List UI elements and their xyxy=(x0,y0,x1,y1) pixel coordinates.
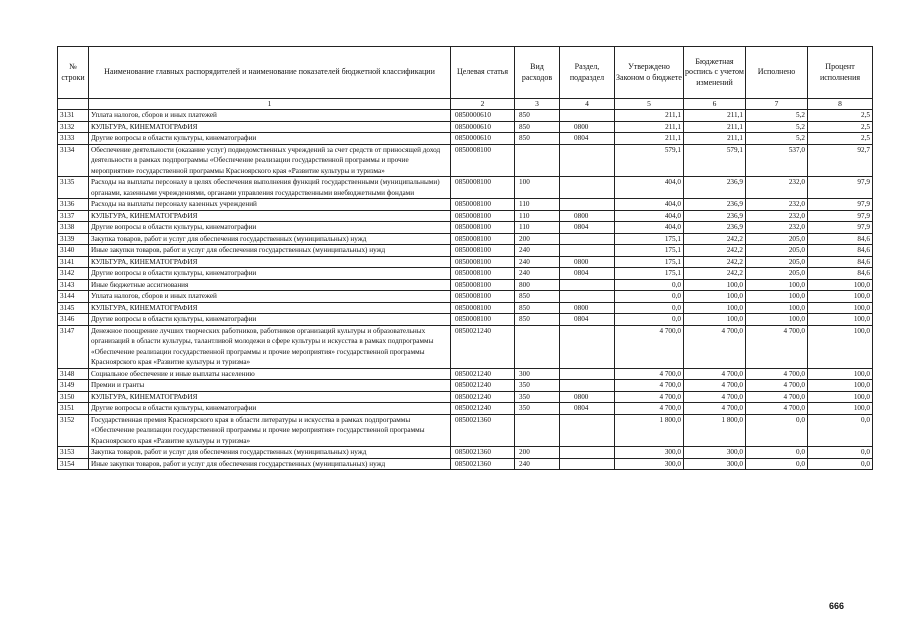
cell-executed: 100,0 xyxy=(746,302,808,314)
cell-approved: 4 700,0 xyxy=(615,325,684,368)
header-executed: Исполнено xyxy=(746,47,808,99)
table-body xyxy=(58,110,873,470)
cell-num: 3133 xyxy=(58,133,89,145)
cell-num: 3148 xyxy=(58,368,89,380)
cell-percent: 97,9 xyxy=(808,222,873,234)
cell-name: КУЛЬТУРА, КИНЕМАТОГРАФИЯ xyxy=(89,121,451,133)
cell-executed: 232,0 xyxy=(746,210,808,222)
header-list: Бюджетная роспись с учетом изменений xyxy=(684,47,746,99)
cell-list: 236,9 xyxy=(684,210,746,222)
cell-approved: 0,0 xyxy=(615,291,684,303)
cell-approved: 175,1 xyxy=(615,245,684,257)
cell-num: 3144 xyxy=(58,291,89,303)
colnum-3: 3 xyxy=(515,99,560,110)
cell-approved: 1 800,0 xyxy=(615,414,684,447)
cell-list: 1 800,0 xyxy=(684,414,746,447)
cell-num: 3141 xyxy=(58,256,89,268)
cell-section xyxy=(560,177,615,199)
cell-percent: 84,6 xyxy=(808,256,873,268)
cell-percent: 2,5 xyxy=(808,133,873,145)
colnum-empty xyxy=(58,99,89,110)
cell-num: 3134 xyxy=(58,144,89,177)
cell-percent: 0,0 xyxy=(808,414,873,447)
cell-list: 4 700,0 xyxy=(684,368,746,380)
cell-percent: 100,0 xyxy=(808,291,873,303)
cell-num: 3153 xyxy=(58,447,89,459)
header-approved: Утверждено Законом о бюджете xyxy=(615,47,684,99)
cell-num: 3142 xyxy=(58,268,89,280)
cell-num: 3143 xyxy=(58,279,89,291)
cell-approved: 300,0 xyxy=(615,447,684,459)
cell-name: Закупка товаров, работ и услуг для обеспечения государственных (муниципальных) нужд xyxy=(89,233,451,245)
cell-vid: 240 xyxy=(515,256,560,268)
colnum-4: 4 xyxy=(560,99,615,110)
cell-num: 3136 xyxy=(58,199,89,211)
cell-list: 236,9 xyxy=(684,222,746,234)
cell-vid: 110 xyxy=(515,210,560,222)
cell-approved: 404,0 xyxy=(615,210,684,222)
cell-approved: 404,0 xyxy=(615,177,684,199)
cell-percent: 97,9 xyxy=(808,210,873,222)
cell-article: 0850021240 xyxy=(451,380,515,392)
cell-section xyxy=(560,447,615,459)
cell-percent: 2,5 xyxy=(808,110,873,122)
cell-approved: 579,1 xyxy=(615,144,684,177)
table-row xyxy=(58,368,873,380)
cell-section xyxy=(560,368,615,380)
cell-section: 0804 xyxy=(560,133,615,145)
cell-section xyxy=(560,458,615,470)
cell-name: Премии и гранты xyxy=(89,380,451,392)
cell-num: 3150 xyxy=(58,391,89,403)
cell-percent: 100,0 xyxy=(808,391,873,403)
cell-approved: 0,0 xyxy=(615,279,684,291)
cell-num: 3138 xyxy=(58,222,89,234)
colnum-8: 8 xyxy=(808,99,873,110)
cell-percent: 97,9 xyxy=(808,177,873,199)
cell-section xyxy=(560,291,615,303)
cell-name: Уплата налогов, сборов и иных платежей xyxy=(89,291,451,303)
cell-section xyxy=(560,325,615,368)
cell-section: 0800 xyxy=(560,121,615,133)
cell-article: 0850021360 xyxy=(451,414,515,447)
cell-article: 0850021240 xyxy=(451,403,515,415)
cell-article: 0850008100 xyxy=(451,268,515,280)
cell-list: 4 700,0 xyxy=(684,325,746,368)
cell-executed: 100,0 xyxy=(746,314,808,326)
cell-name: Государственная премия Красноярского края в области литературы и искусства в рамках подпрограммы «Обеспечение реализации государственной программы и прочие мероприятия» государственной программы Красноярского края «Развитие культуры и туризма» xyxy=(89,414,451,447)
cell-executed: 205,0 xyxy=(746,256,808,268)
table-row xyxy=(58,391,873,403)
budget-table xyxy=(57,46,873,470)
cell-percent: 100,0 xyxy=(808,380,873,392)
cell-vid: 200 xyxy=(515,233,560,245)
table-row xyxy=(58,403,873,415)
cell-num: 3147 xyxy=(58,325,89,368)
cell-percent: 92,7 xyxy=(808,144,873,177)
table-row xyxy=(58,380,873,392)
cell-percent: 100,0 xyxy=(808,325,873,368)
cell-section: 0804 xyxy=(560,222,615,234)
cell-percent: 2,5 xyxy=(808,121,873,133)
cell-approved: 4 700,0 xyxy=(615,403,684,415)
header-article: Целевая статья xyxy=(451,47,515,99)
cell-vid xyxy=(515,144,560,177)
cell-vid: 850 xyxy=(515,121,560,133)
cell-section: 0800 xyxy=(560,256,615,268)
cell-executed: 205,0 xyxy=(746,233,808,245)
cell-vid xyxy=(515,325,560,368)
cell-executed: 4 700,0 xyxy=(746,403,808,415)
cell-name: КУЛЬТУРА, КИНЕМАТОГРАФИЯ xyxy=(89,256,451,268)
cell-percent: 84,6 xyxy=(808,268,873,280)
cell-executed: 205,0 xyxy=(746,268,808,280)
table-row xyxy=(58,144,873,177)
cell-list: 100,0 xyxy=(684,291,746,303)
header-vid: Вид расходов xyxy=(515,47,560,99)
table-row xyxy=(58,325,873,368)
cell-list: 211,1 xyxy=(684,133,746,145)
header-num: № строки xyxy=(58,47,89,99)
cell-article: 0850008100 xyxy=(451,291,515,303)
cell-num: 3146 xyxy=(58,314,89,326)
cell-executed: 4 700,0 xyxy=(746,391,808,403)
table-row xyxy=(58,256,873,268)
table-row xyxy=(58,222,873,234)
cell-executed: 205,0 xyxy=(746,245,808,257)
cell-vid: 110 xyxy=(515,222,560,234)
cell-vid xyxy=(515,414,560,447)
cell-num: 3139 xyxy=(58,233,89,245)
cell-list: 211,1 xyxy=(684,121,746,133)
cell-section: 0804 xyxy=(560,314,615,326)
cell-executed: 4 700,0 xyxy=(746,368,808,380)
cell-vid: 850 xyxy=(515,314,560,326)
cell-article: 0850008100 xyxy=(451,144,515,177)
colnum-5: 5 xyxy=(615,99,684,110)
page-number: 666 xyxy=(829,601,845,611)
cell-list: 4 700,0 xyxy=(684,380,746,392)
cell-percent: 100,0 xyxy=(808,368,873,380)
table-row xyxy=(58,199,873,211)
cell-list: 100,0 xyxy=(684,279,746,291)
table-row xyxy=(58,414,873,447)
cell-section: 0800 xyxy=(560,210,615,222)
cell-percent: 84,6 xyxy=(808,245,873,257)
cell-article: 0850021240 xyxy=(451,325,515,368)
cell-list: 4 700,0 xyxy=(684,391,746,403)
cell-vid: 850 xyxy=(515,110,560,122)
cell-approved: 211,1 xyxy=(615,133,684,145)
cell-approved: 175,1 xyxy=(615,256,684,268)
table-row xyxy=(58,291,873,303)
cell-list: 300,0 xyxy=(684,447,746,459)
cell-num: 3135 xyxy=(58,177,89,199)
cell-approved: 175,1 xyxy=(615,268,684,280)
cell-percent: 100,0 xyxy=(808,403,873,415)
cell-approved: 211,1 xyxy=(615,121,684,133)
cell-list: 242,2 xyxy=(684,268,746,280)
column-numbers-row xyxy=(58,99,873,110)
cell-list: 579,1 xyxy=(684,144,746,177)
cell-executed: 232,0 xyxy=(746,222,808,234)
cell-article: 0850008100 xyxy=(451,279,515,291)
cell-executed: 0,0 xyxy=(746,447,808,459)
header-name: Наименование главных распорядителей и наименование показателей бюджетной классификации xyxy=(89,47,451,99)
cell-section xyxy=(560,199,615,211)
cell-section xyxy=(560,110,615,122)
cell-list: 242,2 xyxy=(684,245,746,257)
cell-num: 3132 xyxy=(58,121,89,133)
cell-name: Другие вопросы в области культуры, кинематографии xyxy=(89,222,451,234)
cell-name: Социальное обеспечение и иные выплаты населению xyxy=(89,368,451,380)
cell-approved: 404,0 xyxy=(615,199,684,211)
table-row xyxy=(58,110,873,122)
cell-vid: 800 xyxy=(515,279,560,291)
cell-article: 0850008100 xyxy=(451,199,515,211)
colnum-7: 7 xyxy=(746,99,808,110)
cell-vid: 300 xyxy=(515,368,560,380)
cell-name: Иные закупки товаров, работ и услуг для обеспечения государственных (муниципальных) нужд xyxy=(89,458,451,470)
table-header-row xyxy=(58,47,873,99)
cell-section xyxy=(560,380,615,392)
colnum-1: 1 xyxy=(89,99,451,110)
cell-percent: 84,6 xyxy=(808,233,873,245)
cell-name: Обеспечение деятельности (оказание услуг) подведомственных учреждений за счет средств от приносящей доход деятельности в рамках подпрограммы «Обеспечение реализации государственной программы и прочие мероприятия» государственной программы Красноярского края «Развитие культуры и туризма» xyxy=(89,144,451,177)
cell-article: 0850021360 xyxy=(451,447,515,459)
cell-vid: 240 xyxy=(515,268,560,280)
table-row xyxy=(58,268,873,280)
cell-section: 0804 xyxy=(560,268,615,280)
cell-article: 0850021360 xyxy=(451,458,515,470)
cell-section xyxy=(560,144,615,177)
cell-name: Уплата налогов, сборов и иных платежей xyxy=(89,110,451,122)
colnum-2: 2 xyxy=(451,99,515,110)
table-row xyxy=(58,121,873,133)
cell-list: 236,9 xyxy=(684,177,746,199)
cell-approved: 0,0 xyxy=(615,314,684,326)
cell-article: 0850008100 xyxy=(451,177,515,199)
cell-name: КУЛЬТУРА, КИНЕМАТОГРАФИЯ xyxy=(89,302,451,314)
cell-executed: 4 700,0 xyxy=(746,380,808,392)
cell-list: 236,9 xyxy=(684,199,746,211)
cell-article: 0850000610 xyxy=(451,121,515,133)
cell-approved: 175,1 xyxy=(615,233,684,245)
cell-vid: 110 xyxy=(515,199,560,211)
cell-executed: 4 700,0 xyxy=(746,325,808,368)
cell-percent: 0,0 xyxy=(808,447,873,459)
cell-num: 3145 xyxy=(58,302,89,314)
cell-num: 3149 xyxy=(58,380,89,392)
table-row xyxy=(58,279,873,291)
cell-executed: 100,0 xyxy=(746,279,808,291)
cell-percent: 100,0 xyxy=(808,314,873,326)
cell-executed: 0,0 xyxy=(746,414,808,447)
cell-article: 0850021240 xyxy=(451,368,515,380)
cell-vid: 850 xyxy=(515,133,560,145)
table-row xyxy=(58,302,873,314)
cell-section xyxy=(560,233,615,245)
cell-article: 0850000610 xyxy=(451,110,515,122)
cell-name: Иные бюджетные ассигнования xyxy=(89,279,451,291)
cell-vid: 850 xyxy=(515,302,560,314)
cell-section: 0804 xyxy=(560,403,615,415)
cell-percent: 0,0 xyxy=(808,458,873,470)
cell-executed: 232,0 xyxy=(746,199,808,211)
cell-article: 0850008100 xyxy=(451,222,515,234)
cell-percent: 100,0 xyxy=(808,302,873,314)
cell-article: 0850000610 xyxy=(451,133,515,145)
cell-approved: 4 700,0 xyxy=(615,368,684,380)
cell-executed: 5,2 xyxy=(746,110,808,122)
cell-section xyxy=(560,245,615,257)
cell-name: Денежное поощрение лучших творческих работников, работников организаций культуры и образовательных организаций в области культуры, талантливой молодежи в сфере культуры и искусства в рамках подпрограммы «Обеспечение реализации государственной программы и прочие мероприятия» государственной программы Красноярского края «Развитие культуры и туризма» xyxy=(89,325,451,368)
table-row xyxy=(58,133,873,145)
cell-article: 0850008100 xyxy=(451,302,515,314)
cell-executed: 232,0 xyxy=(746,177,808,199)
cell-list: 242,2 xyxy=(684,256,746,268)
table-row xyxy=(58,447,873,459)
cell-section xyxy=(560,279,615,291)
cell-percent: 97,9 xyxy=(808,199,873,211)
cell-name: Другие вопросы в области культуры, кинематографии xyxy=(89,314,451,326)
cell-vid: 240 xyxy=(515,245,560,257)
cell-name: Иные закупки товаров, работ и услуг для обеспечения государственных (муниципальных) нужд xyxy=(89,245,451,257)
cell-name: Расходы на выплаты персоналу казенных учреждений xyxy=(89,199,451,211)
table-row xyxy=(58,233,873,245)
cell-section: 0800 xyxy=(560,391,615,403)
cell-approved: 300,0 xyxy=(615,458,684,470)
cell-article: 0850008100 xyxy=(451,314,515,326)
table-row xyxy=(58,314,873,326)
header-section: Раздел, подраздел xyxy=(560,47,615,99)
cell-list: 211,1 xyxy=(684,110,746,122)
cell-vid: 200 xyxy=(515,447,560,459)
cell-vid: 350 xyxy=(515,380,560,392)
cell-list: 4 700,0 xyxy=(684,403,746,415)
cell-article: 0850021240 xyxy=(451,391,515,403)
cell-percent: 100,0 xyxy=(808,279,873,291)
cell-num: 3154 xyxy=(58,458,89,470)
cell-name: Расходы на выплаты персоналу в целях обеспечения выполнения функций государственными (муниципальными) органами, казенными учреждениями, органами управления государственными внебюджетными фондами xyxy=(89,177,451,199)
cell-approved: 404,0 xyxy=(615,222,684,234)
cell-name: КУЛЬТУРА, КИНЕМАТОГРАФИЯ xyxy=(89,210,451,222)
cell-vid: 850 xyxy=(515,291,560,303)
cell-name: КУЛЬТУРА, КИНЕМАТОГРАФИЯ xyxy=(89,391,451,403)
header-percent: Процент исполнения xyxy=(808,47,873,99)
cell-num: 3137 xyxy=(58,210,89,222)
cell-num: 3152 xyxy=(58,414,89,447)
cell-article: 0850008100 xyxy=(451,245,515,257)
cell-list: 100,0 xyxy=(684,314,746,326)
cell-list: 242,2 xyxy=(684,233,746,245)
cell-approved: 0,0 xyxy=(615,302,684,314)
cell-article: 0850008100 xyxy=(451,210,515,222)
cell-approved: 4 700,0 xyxy=(615,380,684,392)
cell-approved: 211,1 xyxy=(615,110,684,122)
table-row xyxy=(58,245,873,257)
cell-section xyxy=(560,414,615,447)
cell-executed: 100,0 xyxy=(746,291,808,303)
cell-executed: 5,2 xyxy=(746,133,808,145)
cell-name: Другие вопросы в области культуры, кинематографии xyxy=(89,133,451,145)
cell-num: 3140 xyxy=(58,245,89,257)
cell-name: Другие вопросы в области культуры, кинематографии xyxy=(89,403,451,415)
cell-executed: 5,2 xyxy=(746,121,808,133)
cell-name: Закупка товаров, работ и услуг для обеспечения государственных (муниципальных) нужд xyxy=(89,447,451,459)
cell-executed: 0,0 xyxy=(746,458,808,470)
cell-article: 0850008100 xyxy=(451,233,515,245)
cell-num: 3151 xyxy=(58,403,89,415)
cell-section: 0800 xyxy=(560,302,615,314)
table-row xyxy=(58,177,873,199)
table-row xyxy=(58,210,873,222)
cell-vid: 240 xyxy=(515,458,560,470)
cell-list: 100,0 xyxy=(684,302,746,314)
cell-list: 300,0 xyxy=(684,458,746,470)
cell-approved: 4 700,0 xyxy=(615,391,684,403)
cell-article: 0850008100 xyxy=(451,256,515,268)
cell-executed: 537,0 xyxy=(746,144,808,177)
cell-vid: 350 xyxy=(515,403,560,415)
colnum-6: 6 xyxy=(684,99,746,110)
cell-vid: 350 xyxy=(515,391,560,403)
cell-num: 3131 xyxy=(58,110,89,122)
cell-vid: 100 xyxy=(515,177,560,199)
cell-name: Другие вопросы в области культуры, кинематографии xyxy=(89,268,451,280)
table-row xyxy=(58,458,873,470)
